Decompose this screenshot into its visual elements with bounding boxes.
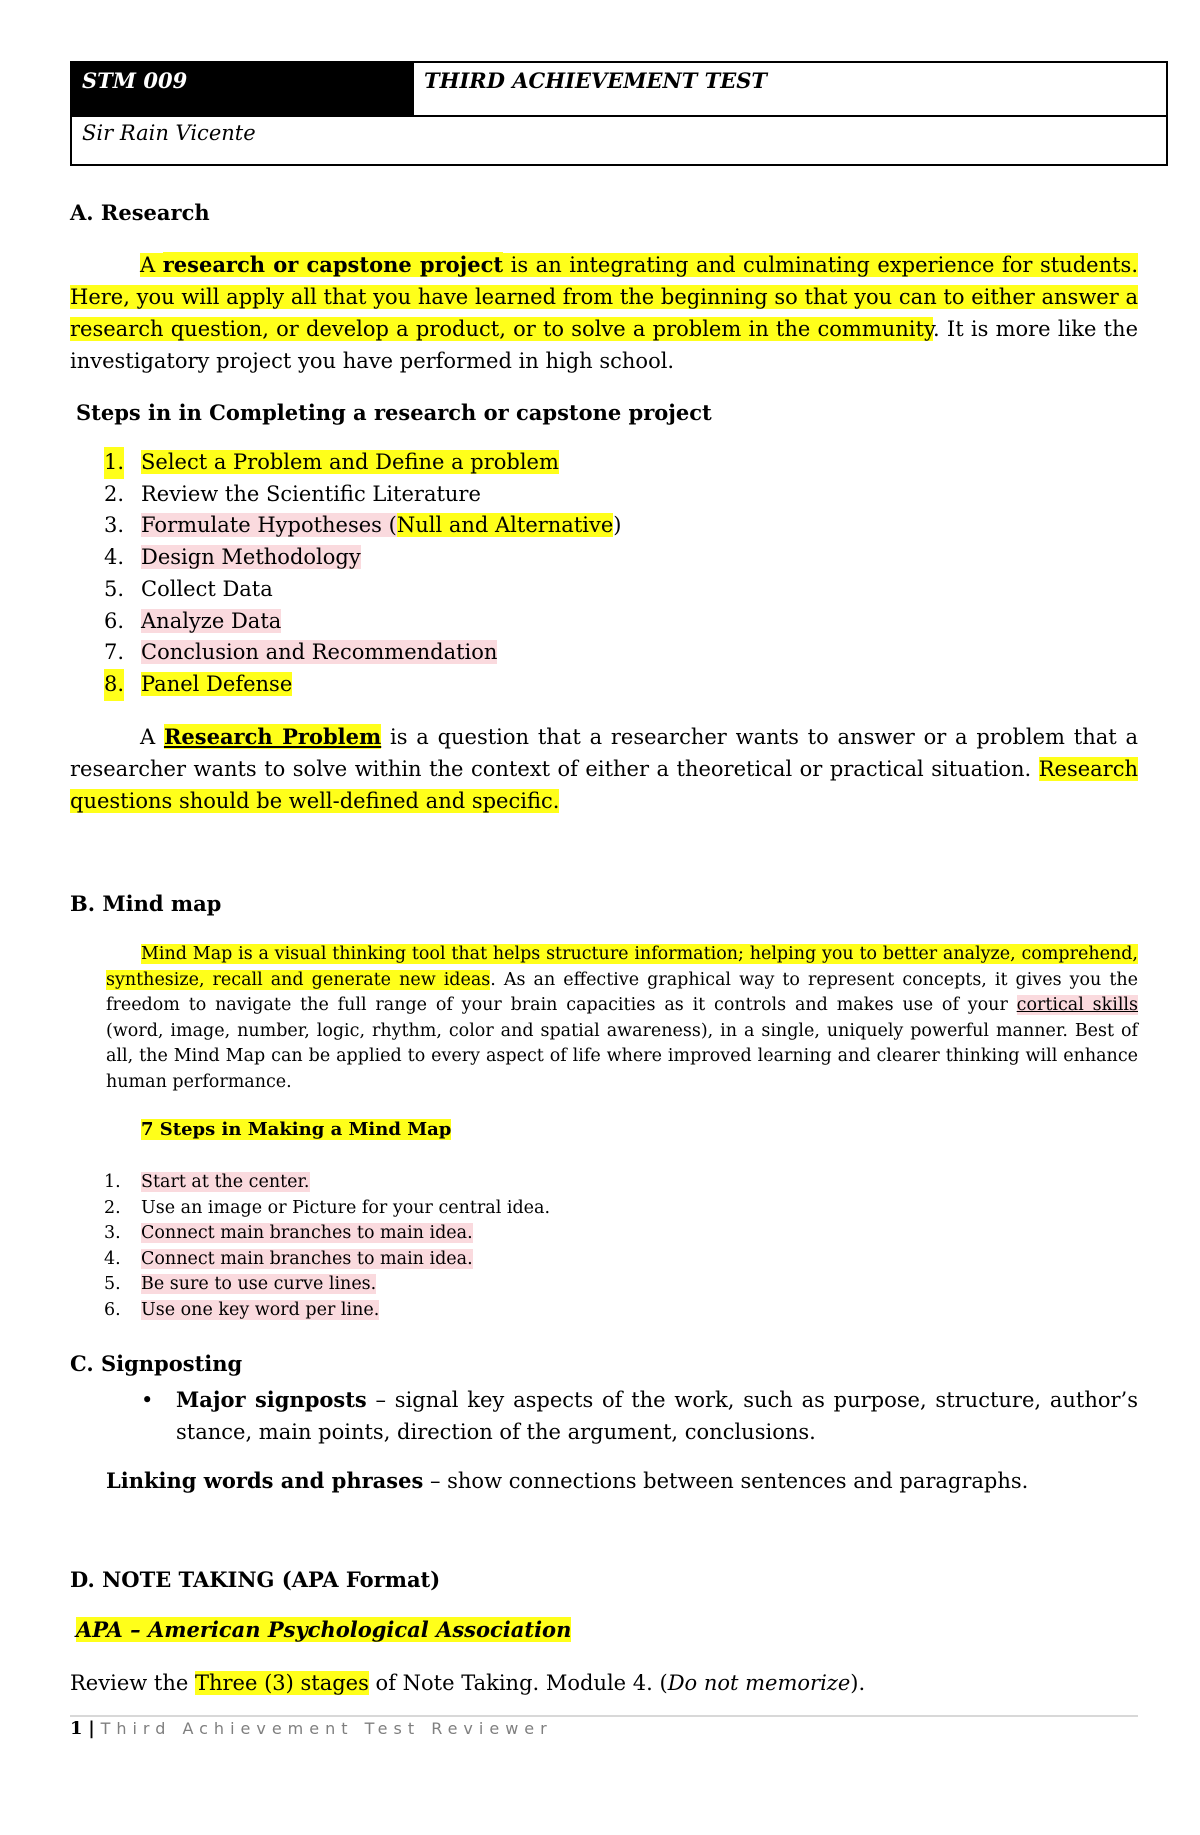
research-term: research or capstone project bbox=[162, 252, 504, 277]
list-item: 1. Start at the center. bbox=[104, 1172, 310, 1192]
footer-divider bbox=[70, 1715, 1138, 1717]
research-steps-list bbox=[70, 447, 1138, 701]
research-problem-term: Research Problem bbox=[163, 724, 382, 749]
note-taking-review: Review the Three (3) stages of Note Taking. Module 4. (Do not memorize). bbox=[70, 1671, 866, 1695]
list-item: 3. Formulate Hypotheses (Null and Alternative) bbox=[104, 513, 622, 538]
header-table bbox=[70, 61, 1168, 166]
list-item: 7. Conclusion and Recommendation bbox=[104, 640, 498, 665]
linking-words-paragraph: Linking words and phrases – show connections between sentences and paragraphs. bbox=[106, 1468, 1029, 1493]
list-item: 8. Panel Defense bbox=[70, 669, 1138, 701]
mindmap-paragraph: Mind Map is a visual thinking tool that helps structure information; helping you to better analyze, comprehend, synthesize, recall and generate new ideas. As an effective graphical way to represent concepts, it gives you the freedom to navigate the full range of your brain capacities as it controls and makes use of your cortical skills (word, image, number, logic, rhythm, color and spatial awareness), in a single, uniquely powerful manner. Best of all, the Mind Map can be applied to every aspect of life where improved learning and clearer thinking will enhance human performance. bbox=[106, 944, 1139, 1092]
bullet-icon: • bbox=[141, 1388, 154, 1412]
research-p1-a: A bbox=[140, 253, 163, 277]
steps-heading-research: Steps in in Completing a research or capstone project bbox=[76, 400, 712, 425]
test-title: THIRD ACHIEVEMENT TEST bbox=[424, 68, 768, 93]
mindmap-steps-heading: 7 Steps in Making a Mind Map bbox=[141, 1119, 452, 1140]
list-item: 1. Select a Problem and Define a problem bbox=[70, 447, 1138, 479]
section-heading-mindmap: B. Mind map bbox=[70, 891, 222, 916]
page-footer: 1 | Third Achievement Test Reviewer bbox=[70, 1718, 553, 1739]
section-heading-signposting: C. Signposting bbox=[70, 1351, 243, 1376]
list-item: 5. Be sure to use curve lines. bbox=[104, 1274, 377, 1294]
list-item: 6. Analyze Data bbox=[104, 608, 282, 633]
list-item: 6. Use one key word per line. bbox=[104, 1299, 380, 1320]
section-heading-research: A. Research bbox=[70, 200, 210, 225]
list-item: 2. Review the Scientific Literature bbox=[104, 481, 481, 506]
apa-definition: APA – American Psychological Association bbox=[76, 1617, 572, 1642]
research-p1-d: . It is more like the investigatory project you have performed in high school. bbox=[70, 317, 1139, 373]
footer-title: Third Achievement Test Reviewer bbox=[100, 1719, 553, 1738]
research-paragraph bbox=[70, 249, 1138, 377]
course-code: STM 009 bbox=[72, 63, 414, 115]
teacher-name: Sir Rain Vicente bbox=[82, 121, 256, 145]
list-item: 5. Collect Data bbox=[104, 576, 273, 601]
section-heading-notetaking: D. NOTE TAKING (APA Format) bbox=[70, 1567, 441, 1592]
list-item: 3. Connect main branches to main idea. bbox=[104, 1223, 473, 1243]
signposting-bullet: • Major signposts – signal key aspects of the work, such as purpose, structure, author’s stance, main points, direction of the argument, conclusions. bbox=[141, 1384, 1138, 1448]
mindmap-steps-list bbox=[70, 1170, 1138, 1323]
research-problem-paragraph: A Research Problem is a question that a researcher wants to answer or a problem that a researcher wants to solve within the context of either a theoretical or practical situation. Research questions should be well-defined and specific. bbox=[70, 724, 1138, 813]
list-item: 4. Design Methodology bbox=[104, 545, 361, 570]
list-item: 4. Connect main branches to main idea. bbox=[104, 1248, 473, 1269]
list-item: 2. Use an image or Picture for your central idea. bbox=[104, 1197, 551, 1218]
research-p1-c: is an integrating and culminating experience for students. Here, you will apply all that you have learned from the beginning so that you can to either answer a research question, or develop a product, or to solve a problem in the community bbox=[70, 253, 1139, 341]
page-number: 1 bbox=[70, 1718, 83, 1739]
